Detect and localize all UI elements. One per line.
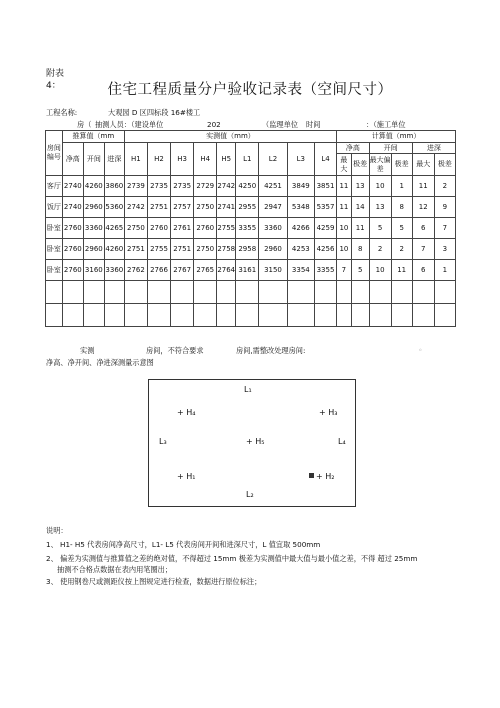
table-cell: 4251 [259,176,287,197]
table-cell: 11 [391,260,412,281]
table-cell: 3150 [259,260,287,281]
table-cell: 11 [337,197,352,218]
table-cell: 2766 [147,260,170,281]
table-cell: 7 [337,260,352,281]
table-cell: 3860 [104,176,124,197]
col-l2: L2 [259,143,287,176]
table-cell: 4253 [287,239,314,260]
label-h4: + H₄ [177,408,196,417]
table-cell: 11 [351,218,369,239]
inspector-label: 抽测人员：（建设单位 [95,120,164,129]
table-cell: 2955 [236,197,259,218]
project-label: 工程名称: [46,108,78,117]
table-cell: 2750 [194,197,217,218]
table-cell: 2958 [236,239,259,260]
table-row [46,260,456,281]
table-cell: 2 [369,239,391,260]
table-cell: 5 [369,218,391,239]
room-name: 卧室 [46,218,63,239]
col-depth-max: 最大 [412,154,434,176]
table-cell: 2761 [171,218,194,239]
summary-rooms-fail: 房间，不符合要求 [146,346,204,355]
computed-header: 计算值（mm） [337,131,456,143]
label-h5: + H₅ [246,437,265,446]
col-depth-range: 极差 [434,154,455,176]
table-cell: 3851 [314,176,336,197]
col-bay-max: 最大偏差 [369,154,391,176]
table-cell: 2758 [217,239,236,260]
table-cell: 3161 [236,260,259,281]
summary-mark: 。 [419,343,427,352]
table-cell: 7 [412,239,434,260]
table-cell: 2 [391,239,412,260]
group-height: 净高 [337,143,370,154]
table-cell: 2960 [83,197,104,218]
table-cell: 13 [351,176,369,197]
table-cell: 5357 [314,197,336,218]
room-name: 卧室 [46,239,63,260]
table-cell: 2740 [62,176,83,197]
col-calc-bay: 开间 [83,143,104,176]
table-row [46,197,456,218]
inspection-table [45,130,456,327]
table-cell: 7 [434,218,455,239]
table-cell: 2751 [171,239,194,260]
label-l4: L₄ [338,437,346,446]
table-cell: 2739 [124,176,147,197]
table-cell: 2742 [124,197,147,218]
table-cell: 2751 [147,197,170,218]
table-cell: 12 [412,197,434,218]
table-cell: 2735 [147,176,170,197]
table-cell: 3360 [83,218,104,239]
room-name: 客厅 [46,176,63,197]
table-cell: 2760 [194,218,217,239]
table-cell: 4259 [314,218,336,239]
note-2-continued: 抽测不合格点数据在表内用笔圈出； [57,565,173,574]
measured-header: 实测值（mm） [124,131,336,143]
summary-rooms-fix: 房间,需整改处理房间: [236,346,306,355]
table-cell: 2740 [62,197,83,218]
table-cell: 5360 [104,197,124,218]
table-cell: 3355 [314,260,336,281]
diagram-caption: 净高、净开间、净进深测量示意图 [46,358,154,367]
table-cell: 2751 [124,239,147,260]
room-name: 饭厅 [46,197,63,218]
table-cell: 1 [391,176,412,197]
table-cell: 4256 [314,239,336,260]
room-name: 卧室 [46,260,63,281]
table-cell: 2750 [194,239,217,260]
table-cell: 2755 [217,218,236,239]
col-calc-height: 净高 [62,143,83,176]
table-cell: 2760 [62,260,83,281]
appendix-label: 附表4： [46,69,65,91]
table-row [46,239,456,260]
table-cell: 6 [412,260,434,281]
point-marker-icon [309,473,314,478]
col-height-max: 最大 [337,154,352,176]
col-height-range: 极差 [351,154,369,176]
table-cell: 5 [391,218,412,239]
table-cell: 4260 [104,239,124,260]
table-cell: 2760 [147,218,170,239]
table-cell: 2729 [194,176,217,197]
table-cell: 6 [412,218,434,239]
label-h2: + H₂ [316,472,335,481]
table-cell: 2742 [217,176,236,197]
project-value: 大观园 D 区四标段 16#楼工 [108,108,201,117]
table-cell: 2762 [124,260,147,281]
blank-row [46,304,456,327]
table-cell: 2741 [217,197,236,218]
note-2: 2、 偏差为实测值与推算值之差的绝对值，不得超过 15mm 极差为实测值中最大值与最小值之差，不得 超过 25mm [46,554,418,563]
time-label: 时间 [306,120,321,129]
table-row [46,218,456,239]
table-cell: 4265 [104,218,124,239]
table-cell: 3360 [104,260,124,281]
summary-measured: 实测 [80,346,95,355]
table-cell: 2765 [194,260,217,281]
label-h3: + H₃ [319,408,338,417]
table-cell: 11 [337,176,352,197]
table-cell: 5348 [287,197,314,218]
supervisor-label: （监理单位 [262,120,298,129]
label-l2: L₂ [246,490,254,499]
page-title: 住宅工程质量分户验收记录表（空间尺寸） [107,82,393,98]
table-cell: 2960 [83,239,104,260]
table-cell: 3160 [83,260,104,281]
room-label: 房（ [77,120,92,129]
table-cell: 2755 [147,239,170,260]
label-l1: L₁ [244,385,252,394]
blank-row [46,281,456,304]
table-cell: 3354 [287,260,314,281]
table-cell: 2735 [171,176,194,197]
table-cell: 4260 [83,176,104,197]
table-cell: 2750 [124,218,147,239]
table-cell: 11 [412,176,434,197]
table-cell: 10 [369,176,391,197]
note-1: 1、 H1- H5 代表房间净高尺寸，L1- L5 代表房间开间和进深尺寸，L 值宜取 500mm [46,540,321,549]
col-l3: L3 [287,143,314,176]
table-cell: 4266 [287,218,314,239]
table-cell: 10 [337,218,352,239]
label-l3: L₃ [159,437,167,446]
table-cell: 2760 [62,218,83,239]
table-cell: 3 [434,239,455,260]
table-cell: 2 [434,176,455,197]
col-h1: H1 [124,143,147,176]
measurement-diagram [148,379,356,507]
group-depth: 进深 [412,143,455,154]
table-cell: 13 [369,197,391,218]
col-h2: H2 [147,143,170,176]
table-row [46,176,456,197]
table-cell: 2757 [171,197,194,218]
table-cell: 8 [351,239,369,260]
table-cell: 3355 [236,218,259,239]
notes-heading: 说明： [46,526,68,535]
table-cell: 3360 [259,218,287,239]
table-cell: 3849 [287,176,314,197]
col-calc-depth: 进深 [104,143,124,176]
table-cell: 10 [369,260,391,281]
col-l4: L4 [314,143,336,176]
col-bay-range: 极差 [391,154,412,176]
col-l1: L1 [236,143,259,176]
table-cell: 2764 [217,260,236,281]
group-bay: 开间 [369,143,412,154]
table-cell: 9 [434,197,455,218]
table-cell: 2767 [171,260,194,281]
table-cell: 2960 [259,239,287,260]
table-cell: 1 [434,260,455,281]
table-cell: 5 [351,260,369,281]
note-3: 3、 使用钢卷尺或测距仪按上图规定进行检查，数据进行原位标注； [46,577,262,586]
table-cell: 2947 [259,197,287,218]
table-cell: 2760 [62,239,83,260]
table-cell: 14 [351,197,369,218]
room-number: 202 [207,120,221,129]
label-h1: + H₁ [177,472,196,481]
col-h4: H4 [194,143,217,176]
col-h3: H3 [171,143,194,176]
table-cell: 10 [337,239,352,260]
construction-label: ：（施工单位 [366,120,406,129]
col-h5: H5 [217,143,236,176]
room-header: 房间编号 [46,131,63,176]
table-cell: 8 [391,197,412,218]
table-cell: 4250 [236,176,259,197]
calc-header: 推算值（mm [62,131,124,143]
